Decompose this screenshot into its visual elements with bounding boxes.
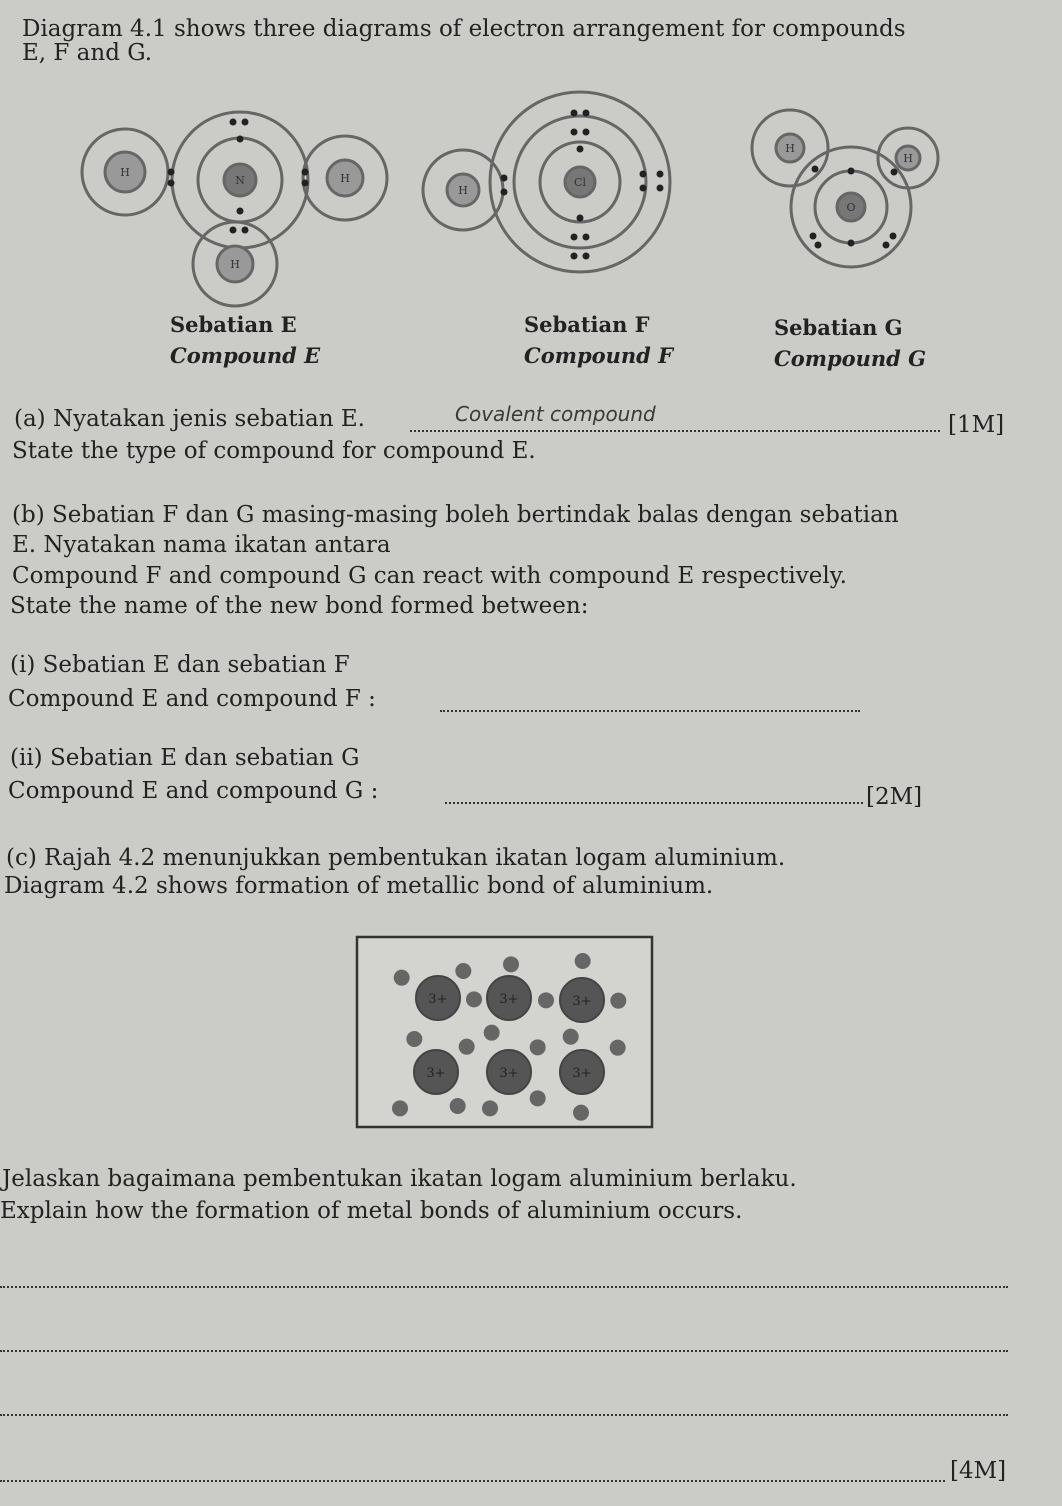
electron bbox=[530, 1039, 546, 1055]
ion-charge-label: 3+ bbox=[572, 1066, 592, 1081]
electron bbox=[450, 1098, 466, 1114]
qa-answer-line[interactable] bbox=[410, 430, 940, 432]
compound-g-diagram bbox=[752, 110, 938, 267]
atom-symbol: H bbox=[458, 184, 468, 197]
qb-ms-1: (b) Sebatian F dan G masing-masing boleh bertindak balas dengan sebatian bbox=[12, 502, 899, 528]
qc-en: Diagram 4.2 shows formation of metallic bond of aluminium. bbox=[4, 873, 714, 899]
electron bbox=[538, 992, 554, 1008]
qb-ii-answer-line[interactable] bbox=[445, 802, 863, 804]
qc-marks: [4M] bbox=[950, 1458, 1007, 1484]
atom-symbol: N bbox=[235, 174, 245, 187]
label-ms-e: Sebatian E bbox=[170, 312, 297, 337]
ion-charge-label: 3+ bbox=[572, 994, 592, 1009]
electron bbox=[563, 1029, 579, 1045]
atom-symbol: H bbox=[230, 258, 240, 271]
electron bbox=[573, 1105, 589, 1121]
electron bbox=[466, 991, 482, 1007]
intro-line-2: E, F and G. bbox=[22, 40, 153, 66]
electron bbox=[394, 970, 410, 986]
qb-en-1: Compound F and compound G can react with compound E respectively. bbox=[12, 563, 847, 589]
qb-ii-ms: (ii) Sebatian E dan sebatian G bbox=[10, 745, 360, 771]
electron bbox=[610, 993, 626, 1009]
electron bbox=[406, 1031, 422, 1047]
electron bbox=[530, 1090, 546, 1106]
qb-en-2: State the name of the new bond formed between: bbox=[10, 593, 589, 619]
electron bbox=[484, 1025, 500, 1041]
label-en-g: Compound G bbox=[774, 346, 927, 371]
label-ms-f: Sebatian F bbox=[524, 312, 650, 337]
qb-i-en: Compound E and compound F : bbox=[8, 686, 376, 712]
qc-answer-line-1[interactable] bbox=[0, 1286, 1008, 1288]
qb-i-answer-line[interactable] bbox=[440, 710, 860, 712]
qa-ms: (a) Nyatakan jenis sebatian E. bbox=[14, 406, 365, 432]
ion-charge-label: 3+ bbox=[499, 1066, 519, 1081]
compound-f-diagram bbox=[423, 92, 670, 272]
electron bbox=[610, 1040, 626, 1056]
atom-symbol: H bbox=[903, 152, 913, 165]
atom-symbol: H bbox=[785, 142, 795, 155]
atom-symbol: H bbox=[340, 172, 350, 185]
qa-marks: [1M] bbox=[948, 412, 1005, 438]
qb-ms-2: E. Nyatakan nama ikatan antara bbox=[12, 532, 391, 558]
electron bbox=[482, 1100, 498, 1116]
qc-answer-line-2[interactable] bbox=[0, 1350, 1008, 1352]
label-en-e: Compound E bbox=[170, 343, 321, 368]
qa-en: State the type of compound for compound E. bbox=[12, 438, 536, 464]
qb-ii-en: Compound E and compound G : bbox=[8, 778, 379, 804]
electron bbox=[575, 953, 591, 969]
label-en-f: Compound F bbox=[524, 343, 674, 368]
atom-symbol: O bbox=[846, 201, 856, 214]
atom-symbol: H bbox=[120, 166, 130, 179]
qa-handwritten-answer: Covalent compound bbox=[455, 402, 656, 426]
atom-symbol: Cl bbox=[574, 176, 586, 189]
qc-answer-line-4[interactable] bbox=[0, 1480, 945, 1482]
compound-e-diagram bbox=[82, 112, 387, 306]
qc-question-en: Explain how the formation of metal bonds of aluminium occurs. bbox=[0, 1198, 743, 1224]
intro-line-1: Diagram 4.1 shows three diagrams of electron arrangement for compounds bbox=[22, 16, 906, 42]
qb-marks: [2M] bbox=[866, 784, 923, 810]
label-ms-g: Sebatian G bbox=[774, 315, 903, 340]
electron bbox=[392, 1100, 408, 1116]
qc-answer-line-3[interactable] bbox=[0, 1414, 1008, 1416]
electron bbox=[455, 963, 471, 979]
qc-ms: (c) Rajah 4.2 menunjukkan pembentukan ikatan logam aluminium. bbox=[6, 845, 786, 871]
electron bbox=[503, 956, 519, 972]
ion-charge-label: 3+ bbox=[428, 992, 448, 1007]
qc-question-ms: Jelaskan bagaimana pembentukan ikatan logam aluminium berlaku. bbox=[2, 1166, 797, 1192]
ion-charge-label: 3+ bbox=[499, 992, 519, 1007]
electron bbox=[459, 1039, 475, 1055]
ion-charge-label: 3+ bbox=[426, 1066, 446, 1081]
qb-i-ms: (i) Sebatian E dan sebatian F bbox=[10, 652, 350, 678]
